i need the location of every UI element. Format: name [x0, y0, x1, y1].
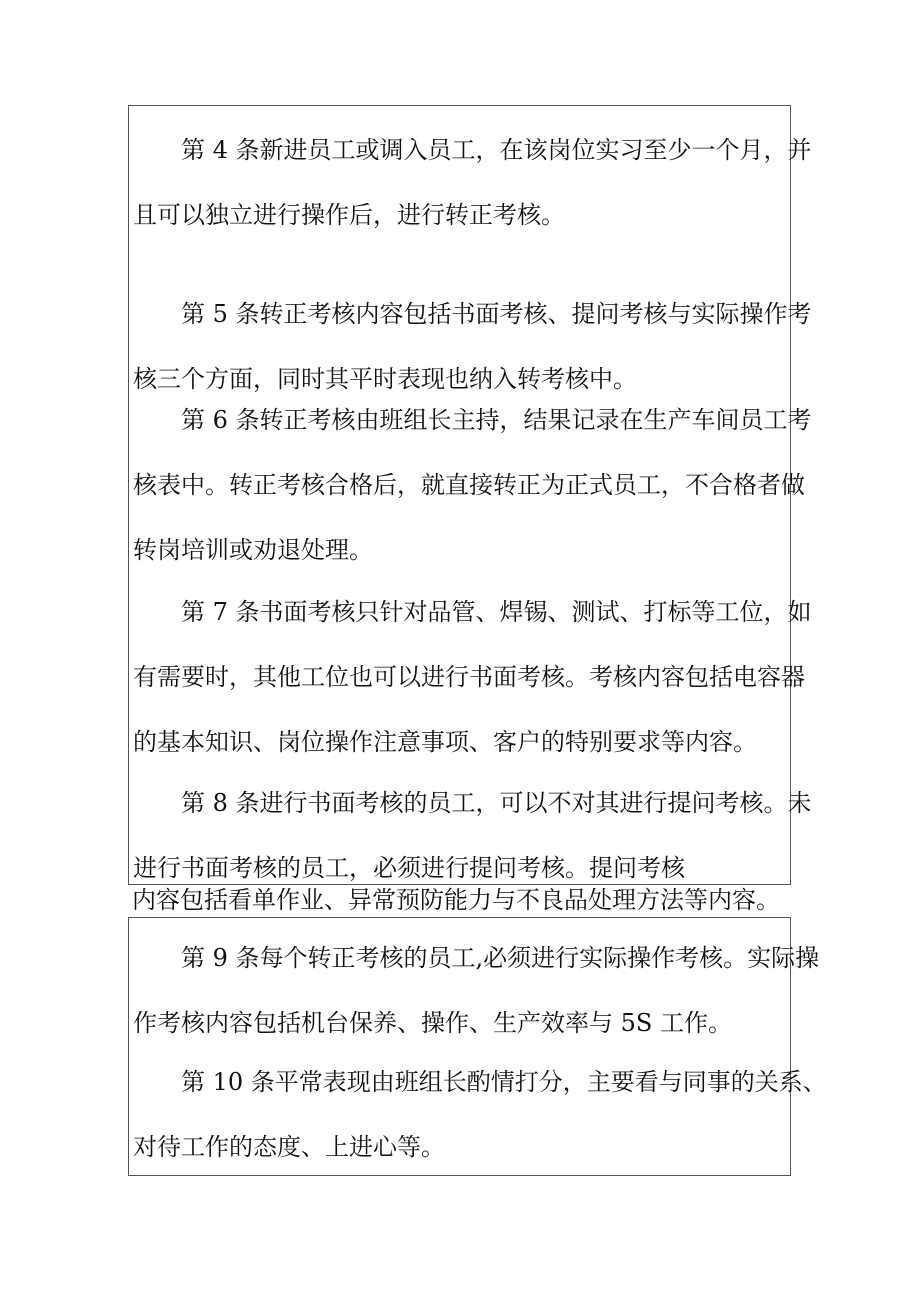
article-4-line-1: 第 4 条新进员工或调入员工，在该岗位实习至少一个月，并 — [181, 136, 812, 164]
article-10 — [129, 1050, 827, 1180]
article-10-line-2: 对待工作的态度、上进心等。 — [133, 1133, 445, 1161]
article-8-line-1: 第 8 条进行书面考核的员工，可以不对其进行提问考核。未 — [181, 789, 812, 817]
article-8-continuation: 内容包括看单作业、异常预防能力与不良品处理方法等内容。 — [132, 886, 780, 914]
article-9 — [129, 926, 820, 1056]
article-7 — [129, 580, 812, 775]
article-7-line-3: 的基本知识、岗位操作注意事项、客户的特别要求等内容。 — [133, 728, 757, 756]
article-4-line-2: 且可以独立进行操作后，进行转正考核。 — [133, 201, 565, 229]
article-7-line-2: 有需要时，其他工位也可以进行书面考核。考核内容包括电容器 — [133, 663, 805, 691]
article-10-line-1: 第 10 条平常表现由班组长酌情打分，主要看与同事的关系、 — [181, 1068, 827, 1096]
article-8-line-2: 进行书面考核的员工，必须进行提问考核。提问考核 — [133, 854, 685, 882]
article-9-line-1: 第 9 条每个转正考核的员工,必须进行实际操作考核。实际操 — [181, 944, 820, 972]
article-box-2 — [128, 917, 827, 1176]
article-4 — [129, 118, 812, 248]
article-5-line-1: 第 5 条转正考核内容包括书面考核、提问考核与实际操作考 — [181, 300, 812, 328]
article-6-line-1: 第 6 条转正考核由班组长主持，结果记录在生产车间员工考 — [181, 406, 812, 434]
article-6-line-2: 核表中。转正考核合格后，就直接转正为正式员工，不合格者做 — [133, 471, 805, 499]
article-box-1 — [128, 105, 812, 885]
article-6-line-3: 转岗培训或劝退处理。 — [133, 536, 373, 564]
article-7-line-1: 第 7 条书面考核只针对品管、焊锡、测试、打标等工位，如 — [181, 598, 812, 626]
article-5-line-2: 核三个方面，同时其平时表现也纳入转考核中。 — [133, 365, 637, 393]
article-6 — [129, 388, 812, 583]
article-9-line-2: 作考核内容包括机台保养、操作、生产效率与 5S 工作。 — [133, 1009, 732, 1037]
